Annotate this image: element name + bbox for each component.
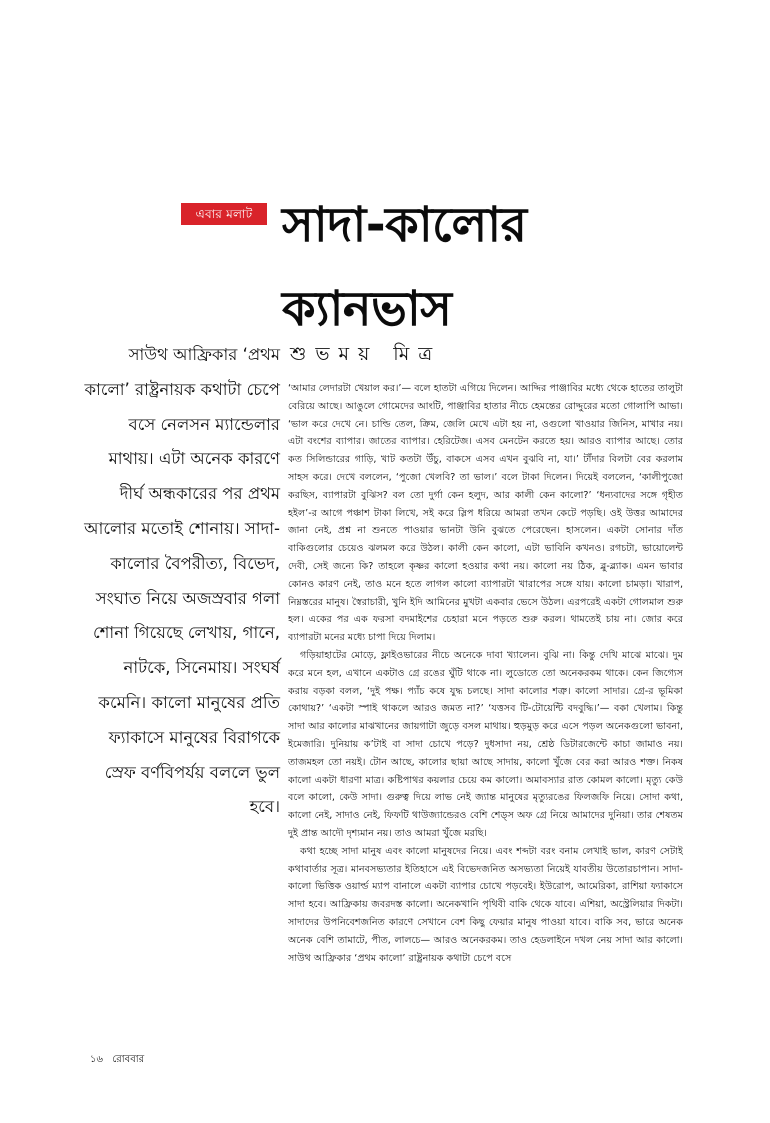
- headline-line-1: সাদা-কালোর: [282, 197, 527, 253]
- headline-line-2: ক্যানভাস: [282, 281, 452, 337]
- body-paragraph: কথা হচ্ছে সাদা মানুষ এবং কালো মানুষদের নিয়ে। এবং শব্দটা বরং বনাম লেখাই ভাল, কারণ সেটাই কথাবার্তার সূত্র। মানবসভ্যতার ইতিহাসে এই বিভেদজনিত অসভ্যতা নিয়েই যাবতীয় উতোরচাপান। সাদা-কালো ভিত্তিক ওয়ার্ল্ড ম্যাপ বানালে একটা ব্যাপার চোখে পড়বেই। ইউরোপ, আমেরিকা, রাশিয়া ফ্যাকাসে সাদা হবে। আফ্রিকায় জবরদস্ত কালো। অনেকখানি পৃথিবী বাকি থেকে যাবে। এশিয়া, অস্ট্রেলিয়ার দিকটা। সাদাদের উপনিবেশজনিত কারণে সেখানে বেশ কিছু ফেয়ার মানুষ পাওয়া যাবে। বাকি সব, ভারে অনেক অনেক বেশি তামাটে, পীত, লালচে— আরও অনেকরকম। তাও হেডলাইনে দখল নেয় সাদা আর কালো। সাউথ আফ্রিকার ‘প্রথম কালো’ রাষ্ট্রনায়ক কথাটা চেপে বসে: [288, 845, 683, 964]
- page-folio: [90, 1052, 144, 1069]
- section-tag: এবার মলাট: [181, 203, 267, 225]
- body-paragraph: ‘আমার লেদারটা খেয়াল কর।’— বলে হাতটা এগিয়ে দিলেন। আদ্দির পাঞ্জাবির মধ্যে থেকে হাতের তালুটা বেরিয়ে আছে। আঙুলে গোমেদের আংটি, পাঞ্জাবির হাতার নীচে হেমন্তের রোদ্দুরের মতো গোলাপি আভা। ‘ভাল করে দেখে নে। চাল্ডি তেল, ক্রিম, জেলি মেখে এটা হয় না, ওগুলো খাওয়ার জিনিস, মাখার নয়। এটা বংশের ব্যাপার। জাতের ব্যাপার। হেরিটেজ। এসব মেনটেন করতে হয়। আরও ব্যাপার আছে। তোর কত সিলিন্ডারের গাড়ি, খাট কতটা উঁচু, বাকসে এসব এখন বুঝবি না, যা।’ টাঁদার বিলটা বের করলাম সাহস করে। দেখে বললেন, ‘পুজো খেলবি? তা ভাল।’ বলে টাকা দিলেন। দিয়েই বললেন, ‘কালীপুজো করছিস, ব্যাপারটা বুঝিস? বল তো দুর্গা কেন হলুদ, আর কালী কেন কালো?’ ‘ধন্যবাদের সঙ্গে গৃহীত হইল’-র আগে পঞ্চাশ টাকা লিখে, সই করে স্লিপ ধরিয়ে আমরা তখন কেটে পড়ছি। ওই উত্তর আমাদের জানা নেই, প্রশ্ন না শুনতে পাওয়ার ভানটা উনি বুঝতে পেরেছেন। হাসলেন। একটা সোনার দাঁত বাকিগুলোর চেয়েও ঝলমল করে উঠল। কালী কেন কালো, এটা ভাবিনি কখনও। রগচটা, ভায়োলেন্ট দেবী, সেই জন্যে কি? তাহলে কৃষ্ণর কালো হওয়ার কথা নয়। কালো নয় ঠিক, ব্লু-ব্ল্যাক। এমন ভাবার কোনও কারণ নেই, তাও মনে হতে লাগল কালো ব্যাপারটা খারাপের সঙ্গে যায়। কালো চামড়া। খারাপ, নিম্নস্তরের মানুষ। স্বৈরাচারী, খুনি ইদি আমিনের মুখটা একবার ভেসে উঠল। এরপরেই একটা গোলমাল শুরু হল। একের পর এক ফরসা বদমাইশের চেহারা মনে পড়তে শুরু করল। থামতেই চায় না। জোর করে ব্যাপারটা মনের মধ্যে চাপা দিয়ে দিলাম।: [288, 383, 683, 644]
- headline: [282, 183, 702, 351]
- article-body: [288, 380, 683, 1060]
- page-number: ১৬: [90, 1054, 103, 1065]
- magazine-name: রোববার: [112, 1054, 145, 1065]
- pull-quote: সাউথ আফ্রিকার ‘প্রথম কালো’ রাষ্ট্রনায়ক কথাটা চেপে বসে নেলসন ম্যান্ডেলার মাথায়। এটা অনেক কারণে দীর্ঘ অন্ধকারের পর প্রথম আলোর মতোই শোনায়। সাদা-কালোর বৈপরীত্য, বিভেদ, সংঘাত নিয়ে অজস্রবার গলা শোনা গিয়েছে লেখায়, গানে, নাটকে, সিনেমায়। সংঘর্ষ কমেনি। কালো মানুষের প্রতি ফ্যাকাসে মানুষের বিরাগকে স্রেফ বর্ণবিপর্যয় বললে ভুল হবে।: [84, 345, 280, 817]
- body-paragraph: গড়িয়াহাটের মোড়ে, ফ্লাইওভারের নীচে অনেকে দাবা খ্যালেন। বুঝি না। কিন্তু দেখি মাঝে মাঝে। দুম করে মনে হল, এখানে একটাও গ্রে রঙের ঘুঁটি থাকে না। লুডোতে তো অনেকরকম থাকে। কেন জিগ্যেস করায় বড়কা বলল, ‘দুই পক্ষ। প্যাঁচ কষে যুদ্ধ চলছে। সাদা কালোর শত্রু। কালো সাদার। গ্রে-র ভূমিকা কোথায়?’ ‘একটা স্পাই থাকলে আরও জমত না?’ ‘যত্তসব টি-টোয়েন্টি বদবুদ্ধি।’— বকা খেলাম। কিন্তু সাদা আর কালোর মাঝখানের জায়গাটা জুড়ে বসল মাথায়। হুড়মুড় করে এসে পড়ল অনেকগুলো ভাবনা, ইমেজারি। দুনিয়ায় ক’টাই বা সাদা চোখে পড়ে? দুধসাদা নয়, শ্রেষ্ঠ ডিটারজেন্টে কাচা জামাও নয়। তাজমহল তো নয়ই। টোন আছে, কালোর ছায়া আছে সাদায়, কালো খুঁজে বের করা আরও শক্ত। নিকষ কালো একটা ধারণা মাত্র। কষ্টিপাথর কয়লার চেয়ে কম কালো। অমাবস্যার রাত কোমল কালো। মৃত্যু কেউ বলে কালো, কেউ সাদা। গুরুত্ব দিয়ে লাভ নেই জ্যান্ত মানুষের মৃত্যুরঙের ফিলজফি নিয়ে। সোদা কথা, কালো নেই, সাদাও নেই, ফিফটি থাউজ্যান্ডেরও বেশি শেড্স অফ গ্রে নিয়ে আমাদের দুনিয়া। তার শেষতম দুই প্রান্ত আদৌ দৃশ্যমান নয়। তাও আমরা খুঁজে মরছি।: [288, 649, 683, 839]
- author-byline: শুভময় মিত্র: [290, 343, 442, 365]
